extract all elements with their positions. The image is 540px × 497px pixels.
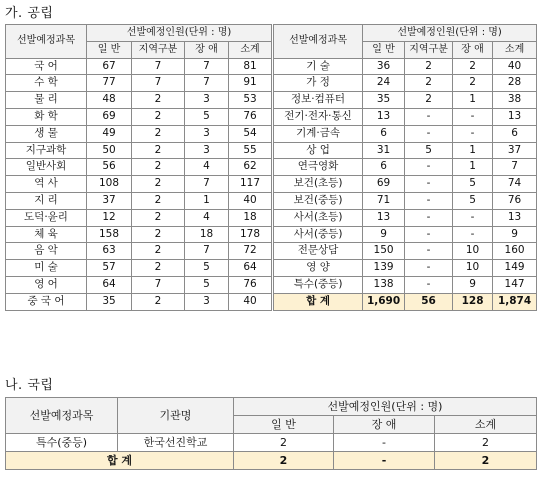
left-subtotal-cell: 91: [229, 75, 273, 92]
left-subject-cell: 일반사회: [6, 159, 87, 176]
left-subject-cell: 물 리: [6, 92, 87, 109]
left-subject-cell: 미 술: [6, 260, 87, 277]
right-region-cell: -: [405, 226, 453, 243]
header-subtotal-right: 소계: [493, 41, 537, 58]
left-subject-cell: 음 악: [6, 243, 87, 260]
left-subtotal-cell: 178: [229, 226, 273, 243]
left-subtotal-cell: 64: [229, 260, 273, 277]
left-disabled-cell: 7: [185, 176, 229, 193]
right-subtotal-cell: 147: [493, 276, 537, 293]
table-row: [6, 108, 537, 125]
left-region-cell: 2: [132, 293, 185, 310]
right-subtotal-cell: 160: [493, 243, 537, 260]
left-subject-cell: 지구과학: [6, 142, 87, 159]
right-subtotal-cell: 37: [493, 142, 537, 159]
right-region-cell: 2: [405, 75, 453, 92]
left-region-cell: 7: [132, 58, 185, 75]
left-subtotal-cell: 81: [229, 58, 273, 75]
left-general-cell: 69: [87, 108, 132, 125]
left-subject-cell: 지 리: [6, 192, 87, 209]
table-row: [6, 293, 537, 310]
table-row: [6, 276, 537, 293]
header-subtotal-left: 소계: [229, 41, 273, 58]
right-general-cell: 35: [363, 92, 405, 109]
left-subject-cell: 영 어: [6, 276, 87, 293]
left-disabled-cell: 5: [185, 276, 229, 293]
right-general-cell: 150: [363, 243, 405, 260]
left-subtotal-cell: 55: [229, 142, 273, 159]
right-disabled-cell: -: [453, 125, 493, 142]
right-disabled-cell: 1: [453, 92, 493, 109]
left-general-cell: 48: [87, 92, 132, 109]
public-total-general: 1,690: [363, 293, 405, 310]
left-subtotal-cell: 117: [229, 176, 273, 193]
left-region-cell: 2: [132, 209, 185, 226]
table-row: [6, 192, 537, 209]
national-total-disabled: -: [334, 452, 435, 470]
right-disabled-cell: 5: [453, 176, 493, 193]
right-subtotal-cell: 9: [493, 226, 537, 243]
left-subject-cell: 생 물: [6, 125, 87, 142]
section-title-national: 나. 국립: [5, 378, 54, 393]
header-subject-right: 선발예정과목: [273, 25, 363, 59]
header-subject-left: 선발예정과목: [6, 25, 87, 59]
left-disabled-cell: 4: [185, 159, 229, 176]
left-subject-cell: 역 사: [6, 176, 87, 193]
public-quota-table: [5, 24, 537, 311]
left-general-cell: 67: [87, 58, 132, 75]
public-total-subject: 합 계: [273, 293, 363, 310]
left-subtotal-cell: 72: [229, 243, 273, 260]
national-header-disabled: 장 애: [334, 416, 435, 434]
left-disabled-cell: 4: [185, 209, 229, 226]
right-region-cell: -: [405, 125, 453, 142]
right-disabled-cell: 2: [453, 58, 493, 75]
left-subtotal-cell: 76: [229, 108, 273, 125]
national-header-row-1: [6, 398, 537, 416]
right-subject-cell: 특수(중등): [273, 276, 363, 293]
right-general-cell: 139: [363, 260, 405, 277]
left-disabled-cell: 3: [185, 142, 229, 159]
left-subtotal-cell: 62: [229, 159, 273, 176]
left-subject-cell: 수 학: [6, 75, 87, 92]
national-header-subtotal: 소계: [435, 416, 537, 434]
header-quota-right: 선발예정인원(단위 : 명): [363, 25, 537, 42]
left-general-cell: 57: [87, 260, 132, 277]
left-disabled-cell: 7: [185, 75, 229, 92]
right-subject-cell: 사서(초등): [273, 209, 363, 226]
left-general-cell: 37: [87, 192, 132, 209]
left-region-cell: 2: [132, 108, 185, 125]
table-row: [6, 226, 537, 243]
header-region-left: 지역구분: [132, 41, 185, 58]
left-subject-cell: 체 육: [6, 226, 87, 243]
table-row: [6, 125, 537, 142]
right-subject-cell: 정보·컴퓨터: [273, 92, 363, 109]
national-data-row: [6, 434, 537, 452]
right-general-cell: 9: [363, 226, 405, 243]
right-subject-cell: 보건(중등): [273, 192, 363, 209]
table-row: [6, 243, 537, 260]
left-subtotal-cell: 53: [229, 92, 273, 109]
right-subtotal-cell: 13: [493, 209, 537, 226]
right-region-cell: -: [405, 243, 453, 260]
right-subject-cell: 보건(초등): [273, 176, 363, 193]
right-general-cell: 36: [363, 58, 405, 75]
left-disabled-cell: 5: [185, 108, 229, 125]
left-region-cell: 2: [132, 226, 185, 243]
left-general-cell: 77: [87, 75, 132, 92]
public-total-subtotal: 1,874: [493, 293, 537, 310]
section-title-public: 가. 공립: [5, 6, 54, 21]
table-row: [6, 142, 537, 159]
right-subject-cell: 전기·전자·통신: [273, 108, 363, 125]
table-row: [6, 75, 537, 92]
right-region-cell: 2: [405, 58, 453, 75]
right-subtotal-cell: 7: [493, 159, 537, 176]
header-disabled-left: 장 애: [185, 41, 229, 58]
left-region-cell: 2: [132, 159, 185, 176]
national-agency: 한국선진학교: [118, 434, 234, 452]
right-general-cell: 6: [363, 159, 405, 176]
right-subtotal-cell: 6: [493, 125, 537, 142]
national-header-agency: 기관명: [118, 398, 234, 434]
right-subject-cell: 가 정: [273, 75, 363, 92]
right-disabled-cell: 1: [453, 159, 493, 176]
table-row: [6, 260, 537, 277]
national-header-general: 일 반: [234, 416, 334, 434]
left-disabled-cell: 1: [185, 192, 229, 209]
left-general-cell: 158: [87, 226, 132, 243]
table-row: [6, 176, 537, 193]
left-disabled-cell: 18: [185, 226, 229, 243]
right-region-cell: -: [405, 159, 453, 176]
national-total-subtotal: 2: [435, 452, 537, 470]
right-subtotal-cell: 13: [493, 108, 537, 125]
left-general-cell: 35: [87, 293, 132, 310]
left-general-cell: 64: [87, 276, 132, 293]
left-general-cell: 50: [87, 142, 132, 159]
left-general-cell: 56: [87, 159, 132, 176]
national-total-row: [6, 452, 537, 470]
table-row: [6, 209, 537, 226]
national-header-subject: 선발예정과목: [6, 398, 118, 434]
left-general-cell: 108: [87, 176, 132, 193]
left-region-cell: 2: [132, 92, 185, 109]
right-subtotal-cell: 149: [493, 260, 537, 277]
right-subject-cell: 연극영화: [273, 159, 363, 176]
left-disabled-cell: 5: [185, 260, 229, 277]
right-region-cell: 5: [405, 142, 453, 159]
national-header-quota: 선발예정인원(단위 : 명): [234, 398, 537, 416]
left-region-cell: 2: [132, 243, 185, 260]
left-subtotal-cell: 76: [229, 276, 273, 293]
left-disabled-cell: 7: [185, 243, 229, 260]
public-total-disabled: 128: [453, 293, 493, 310]
national-general: 2: [234, 434, 334, 452]
right-subtotal-cell: 40: [493, 58, 537, 75]
left-region-cell: 2: [132, 176, 185, 193]
right-subtotal-cell: 76: [493, 192, 537, 209]
left-general-cell: 12: [87, 209, 132, 226]
right-subject-cell: 사서(중등): [273, 226, 363, 243]
right-disabled-cell: 10: [453, 260, 493, 277]
header-quota-left: 선발예정인원(단위 : 명): [87, 25, 273, 42]
right-region-cell: -: [405, 192, 453, 209]
right-subtotal-cell: 28: [493, 75, 537, 92]
right-disabled-cell: 5: [453, 192, 493, 209]
right-general-cell: 24: [363, 75, 405, 92]
left-region-cell: 2: [132, 125, 185, 142]
right-subject-cell: 기 술: [273, 58, 363, 75]
header-region-right: 지역구분: [405, 41, 453, 58]
right-subject-cell: 전문상담: [273, 243, 363, 260]
left-subtotal-cell: 40: [229, 293, 273, 310]
right-region-cell: 2: [405, 92, 453, 109]
right-subtotal-cell: 38: [493, 92, 537, 109]
right-general-cell: 13: [363, 209, 405, 226]
header-disabled-right: 장 애: [453, 41, 493, 58]
right-general-cell: 13: [363, 108, 405, 125]
right-region-cell: -: [405, 260, 453, 277]
national-subtotal: 2: [435, 434, 537, 452]
left-region-cell: 2: [132, 260, 185, 277]
national-quota-table: [5, 397, 537, 470]
left-general-cell: 49: [87, 125, 132, 142]
national-subject: 특수(중등): [6, 434, 118, 452]
left-region-cell: 2: [132, 192, 185, 209]
national-total-label: 합 계: [6, 452, 234, 470]
right-subject-cell: 상 업: [273, 142, 363, 159]
left-disabled-cell: 7: [185, 58, 229, 75]
public-header-row-1: [6, 25, 537, 42]
right-general-cell: 6: [363, 125, 405, 142]
right-region-cell: -: [405, 276, 453, 293]
left-disabled-cell: 3: [185, 92, 229, 109]
table-row: [6, 58, 537, 75]
left-disabled-cell: 3: [185, 125, 229, 142]
left-subtotal-cell: 54: [229, 125, 273, 142]
right-general-cell: 138: [363, 276, 405, 293]
right-general-cell: 71: [363, 192, 405, 209]
right-subtotal-cell: 74: [493, 176, 537, 193]
right-disabled-cell: -: [453, 226, 493, 243]
left-subtotal-cell: 18: [229, 209, 273, 226]
public-total-region: 56: [405, 293, 453, 310]
right-general-cell: 69: [363, 176, 405, 193]
left-disabled-cell: 3: [185, 293, 229, 310]
header-general-left: 일 반: [87, 41, 132, 58]
left-region-cell: 2: [132, 142, 185, 159]
left-subject-cell: 국 어: [6, 58, 87, 75]
table-row: [6, 159, 537, 176]
right-disabled-cell: 10: [453, 243, 493, 260]
right-subject-cell: 영 양: [273, 260, 363, 277]
national-disabled: -: [334, 434, 435, 452]
right-disabled-cell: -: [453, 108, 493, 125]
right-region-cell: -: [405, 209, 453, 226]
right-subject-cell: 기계·금속: [273, 125, 363, 142]
right-disabled-cell: -: [453, 209, 493, 226]
left-region-cell: 7: [132, 276, 185, 293]
left-subject-cell: 중 국 어: [6, 293, 87, 310]
right-region-cell: -: [405, 108, 453, 125]
left-subject-cell: 화 학: [6, 108, 87, 125]
national-total-general: 2: [234, 452, 334, 470]
left-region-cell: 7: [132, 75, 185, 92]
header-general-right: 일 반: [363, 41, 405, 58]
table-row: [6, 92, 537, 109]
right-disabled-cell: 2: [453, 75, 493, 92]
left-general-cell: 63: [87, 243, 132, 260]
left-subtotal-cell: 40: [229, 192, 273, 209]
right-disabled-cell: 9: [453, 276, 493, 293]
right-general-cell: 31: [363, 142, 405, 159]
right-region-cell: -: [405, 176, 453, 193]
right-disabled-cell: 1: [453, 142, 493, 159]
left-subject-cell: 도덕·윤리: [6, 209, 87, 226]
